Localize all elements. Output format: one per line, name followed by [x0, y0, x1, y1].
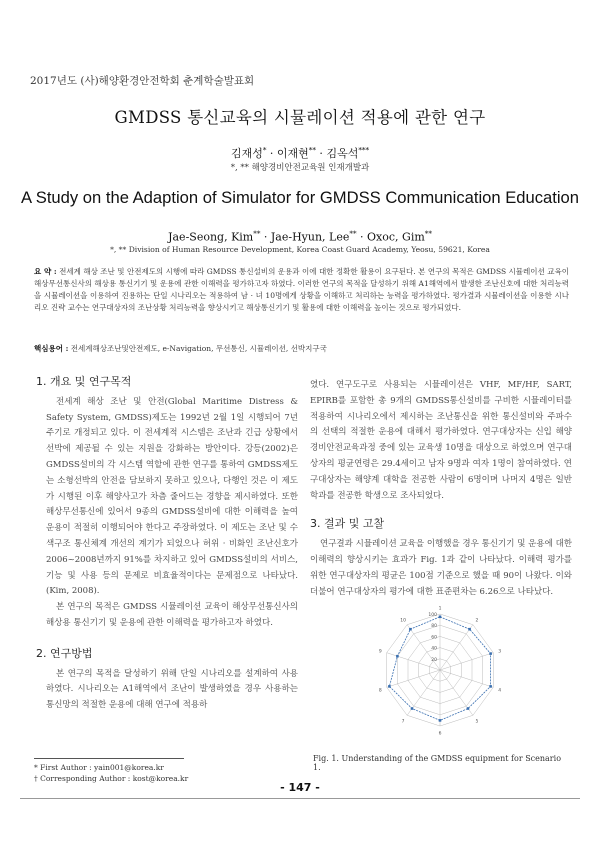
- radar-tick-label-60: 60: [431, 635, 437, 641]
- radar-point-6: [439, 719, 442, 722]
- radar-category-label-1: 1: [438, 606, 442, 612]
- abstract-text: 전세계 해상 조난 및 안전제도의 시행에 따라 GMDSS 통신설비의 운용과 이에 대한 정확한 활용이 요구된다. 본 연구의 목적은 GMDSS 시뮬레이션 교육이 해상무선통신사의 해상용 통신기기 및 운용에 관한 이해력을 평가하고자 하였다. 이러한 연구의 목적을 달성하기 위해 A1해역에서 발생한 조난신호에 대한 처리능력을 시뮬레이션을 이용하여 진용하는 단일 시나리오는 적용하여 남 · 녀 10명에게 상황을 이해하고 처리하는 능력을 평가하였다. 평가결과 시뮬레이션을 이용한 시나리오 진략 교수는 연구대상자의 조난상황 처리능력을 향상시키고 해상통신기기 및 활용에 대한 이해력을 높이는 것으로 평가되었다.: [34, 267, 569, 312]
- keywords-label: 핵심용어 :: [34, 344, 69, 353]
- radar-point-3: [489, 652, 492, 655]
- page-number: - 147 -: [280, 781, 320, 794]
- page-bottom-rule: [20, 798, 580, 799]
- author-1-en: Jae-Seong, Kim: [168, 230, 254, 244]
- radar-spoke-3: [440, 653, 493, 670]
- left-column: [36, 374, 298, 714]
- radar-tick-label-40: 40: [431, 646, 437, 652]
- author-2-en: Jae-Hyun, Lee: [270, 230, 350, 244]
- affiliation-korean: *, ** 해양경비안전교육원 인재개발과: [230, 163, 370, 173]
- radar-category-label-9: 9: [378, 649, 382, 655]
- section-1-paragraph-2: 본 연구의 목적은 GMDSS 시뮬레이션 교육이 해상무선통신사의 해상용 통신기기 및 운용에 관한 이해력을 평가하고자 하였다.: [46, 602, 298, 628]
- radar-point-1: [439, 616, 442, 619]
- section-1-paragraph-1: 전세계 해상 조난 및 안전(Global Maritime Distress & Safety System, GMDSS)제도는 1992년 2월 1일 시행되어 7년 주기로 개정되고 있다. 이 전세계적 시스템은 조난과 긴급 상황에서 선박에 제공될 수 있는 지원을 강화하는 방안이다. 강등(2002)은 GMDSS설비의 각 시스템 역할에 관한 연구를 통하여 GMDSS제도는 소형선박의 안전을 담보하지 못하고 있으나, 다행인 것은 이 제도가 시행된 이후 해양사고가 차츰 줄어드는 경향을 제시하였다. 또한 해상무선통신에 있어서 9종의 GMDSS설비에 대한 이해력을 높여 운용이 적절히 이행되어야 한다고 주장하였다. 이 제도는 조난 및 수색구조 통신체계 개선의 계기가 되었으나 허위 · 비화인 조난신호가 2006~2008년까지 91%를 차지하고 있어 GMDSS설비의 서비스, 기능 및 사용 등의 문제로 비효율적이다는 문제점으로 나타났다.(Kim, 2008).: [46, 396, 298, 597]
- right-column: [310, 378, 572, 600]
- radar-tick-label-20: 20: [431, 657, 437, 663]
- radar-point-7: [411, 707, 414, 710]
- affiliation-english: *, ** Division of Human Resource Development, Korea Coast Guard Academy, Yeosu, 59621, Korea: [110, 245, 490, 254]
- authors-english: Jae-Seong, Kim** · Jae-Hyun, Lee** · Oxoc, Gim**: [168, 229, 432, 244]
- title-korean: GMDSS 통신교육의 시뮬레이션 적용에 관한 연구: [114, 108, 486, 127]
- conference-header: 2017년도 (사)해양환경안전학회 춘계학술발표회: [30, 75, 255, 87]
- author-1: 김재성: [230, 147, 263, 160]
- radar-category-label-10: 10: [400, 618, 406, 624]
- author-3: 김옥석: [326, 147, 359, 160]
- title-english: A Study on the Adaption of Simulator for GMDSS Communication Education: [20, 188, 580, 207]
- section-2-heading: 2. 연구방법: [36, 646, 93, 660]
- footnote-divider: [34, 758, 184, 759]
- footnote-first-author: * First Author : yain001@korea.kr: [34, 763, 164, 772]
- footnote-corresponding-author: † Corresponding Author : kost@korea.kr: [34, 774, 189, 783]
- section-2-paragraph-1: 본 연구의 목적을 달성하기 위해 단일 시나리오를 설계하여 사용하였다. 시나리오는 A1해역에서 조난이 발생하였을 경우 사용하는 통신망의 적절한 운용에 대해 연구에 적용하: [46, 668, 298, 711]
- radar-point-9: [396, 655, 399, 658]
- radar-point-5: [467, 707, 470, 710]
- radar-category-label-3: 3: [498, 649, 502, 655]
- radar-tick-label-80: 80: [431, 624, 437, 630]
- radar-spoke-2: [440, 625, 473, 670]
- keywords-text: 전세계해상조난및안전제도, e-Navigation, 무선통신, 시뮬레이션, 선박지구국: [70, 344, 327, 353]
- radar-point-10: [409, 628, 412, 631]
- radar-spoke-4: [440, 670, 493, 687]
- authors-korean: 김재성* · 이재현** · 김옥석***: [230, 145, 370, 160]
- radar-spoke-8: [387, 670, 440, 687]
- radar-tick-label-100: 100: [428, 613, 437, 618]
- radar-category-label-2: 2: [475, 618, 479, 624]
- abstract-label: 요 약 :: [34, 267, 57, 276]
- radar-category-label-6: 6: [438, 731, 442, 737]
- radar-point-4: [489, 685, 492, 688]
- radar-chart: [370, 604, 510, 737]
- section-2-paragraph-continued: 였다. 연구도구로 사용되는 시뮬레이션은 VHF, MF/HF, SART, EPIRB를 포함한 총 9개의 GMDSS통신설비를 구비한 시뮬레이터를 적용하여 시나리오에서 제시하는 조난통신을 위한 통신설비와 주파수의 선택의 적절한 운용에 대해서 평가하였다. 연구대상자는 신입 해양경비안전교육과정 중에 있는 교육생 10명을 대상으로 하였으며 연구대상자의 평균연령은 29.4세이고 남자 9명과 여자 1명이 참여하였다. 연구대상자는 해양계 대학을 전공한 사람이 6명이며 나머지 4명은 일반학과를 전공한 학생으로 조사되었다.: [310, 380, 572, 501]
- radar-category-label-8: 8: [378, 688, 382, 694]
- radar-category-label-5: 5: [475, 719, 479, 725]
- section-3-heading: 3. 결과 및 고찰: [310, 517, 385, 531]
- author-3-en: Oxoc, Gim: [367, 230, 425, 244]
- radar-category-label-7: 7: [401, 719, 405, 725]
- section-1-heading: 1. 개요 및 연구목적: [36, 375, 132, 388]
- radar-category-label-4: 4: [498, 688, 502, 694]
- keywords: [34, 343, 569, 354]
- author-2: 이재현: [276, 147, 309, 160]
- abstract: [34, 266, 569, 314]
- figure-caption: Fig. 1. Understanding of the GMDSS equipment for Scenario 1.: [313, 754, 562, 772]
- radar-point-8: [388, 685, 391, 688]
- radar-point-2: [468, 628, 471, 631]
- section-3-paragraph-1: 연구결과 시뮬레이션 교육을 이행했을 경우 통신기기 및 운용에 대한 이해력의 향상시키는 효과가 Fig. 1과 같이 나타났다. 이해력 평가를 위한 연구대상자의 평균은 100점 기준으로 했을 때 90이 나왔다. 이와 더불어 연구대상자의 평가에 대한 표준편차는 6.26으로 나타났다.: [310, 539, 572, 597]
